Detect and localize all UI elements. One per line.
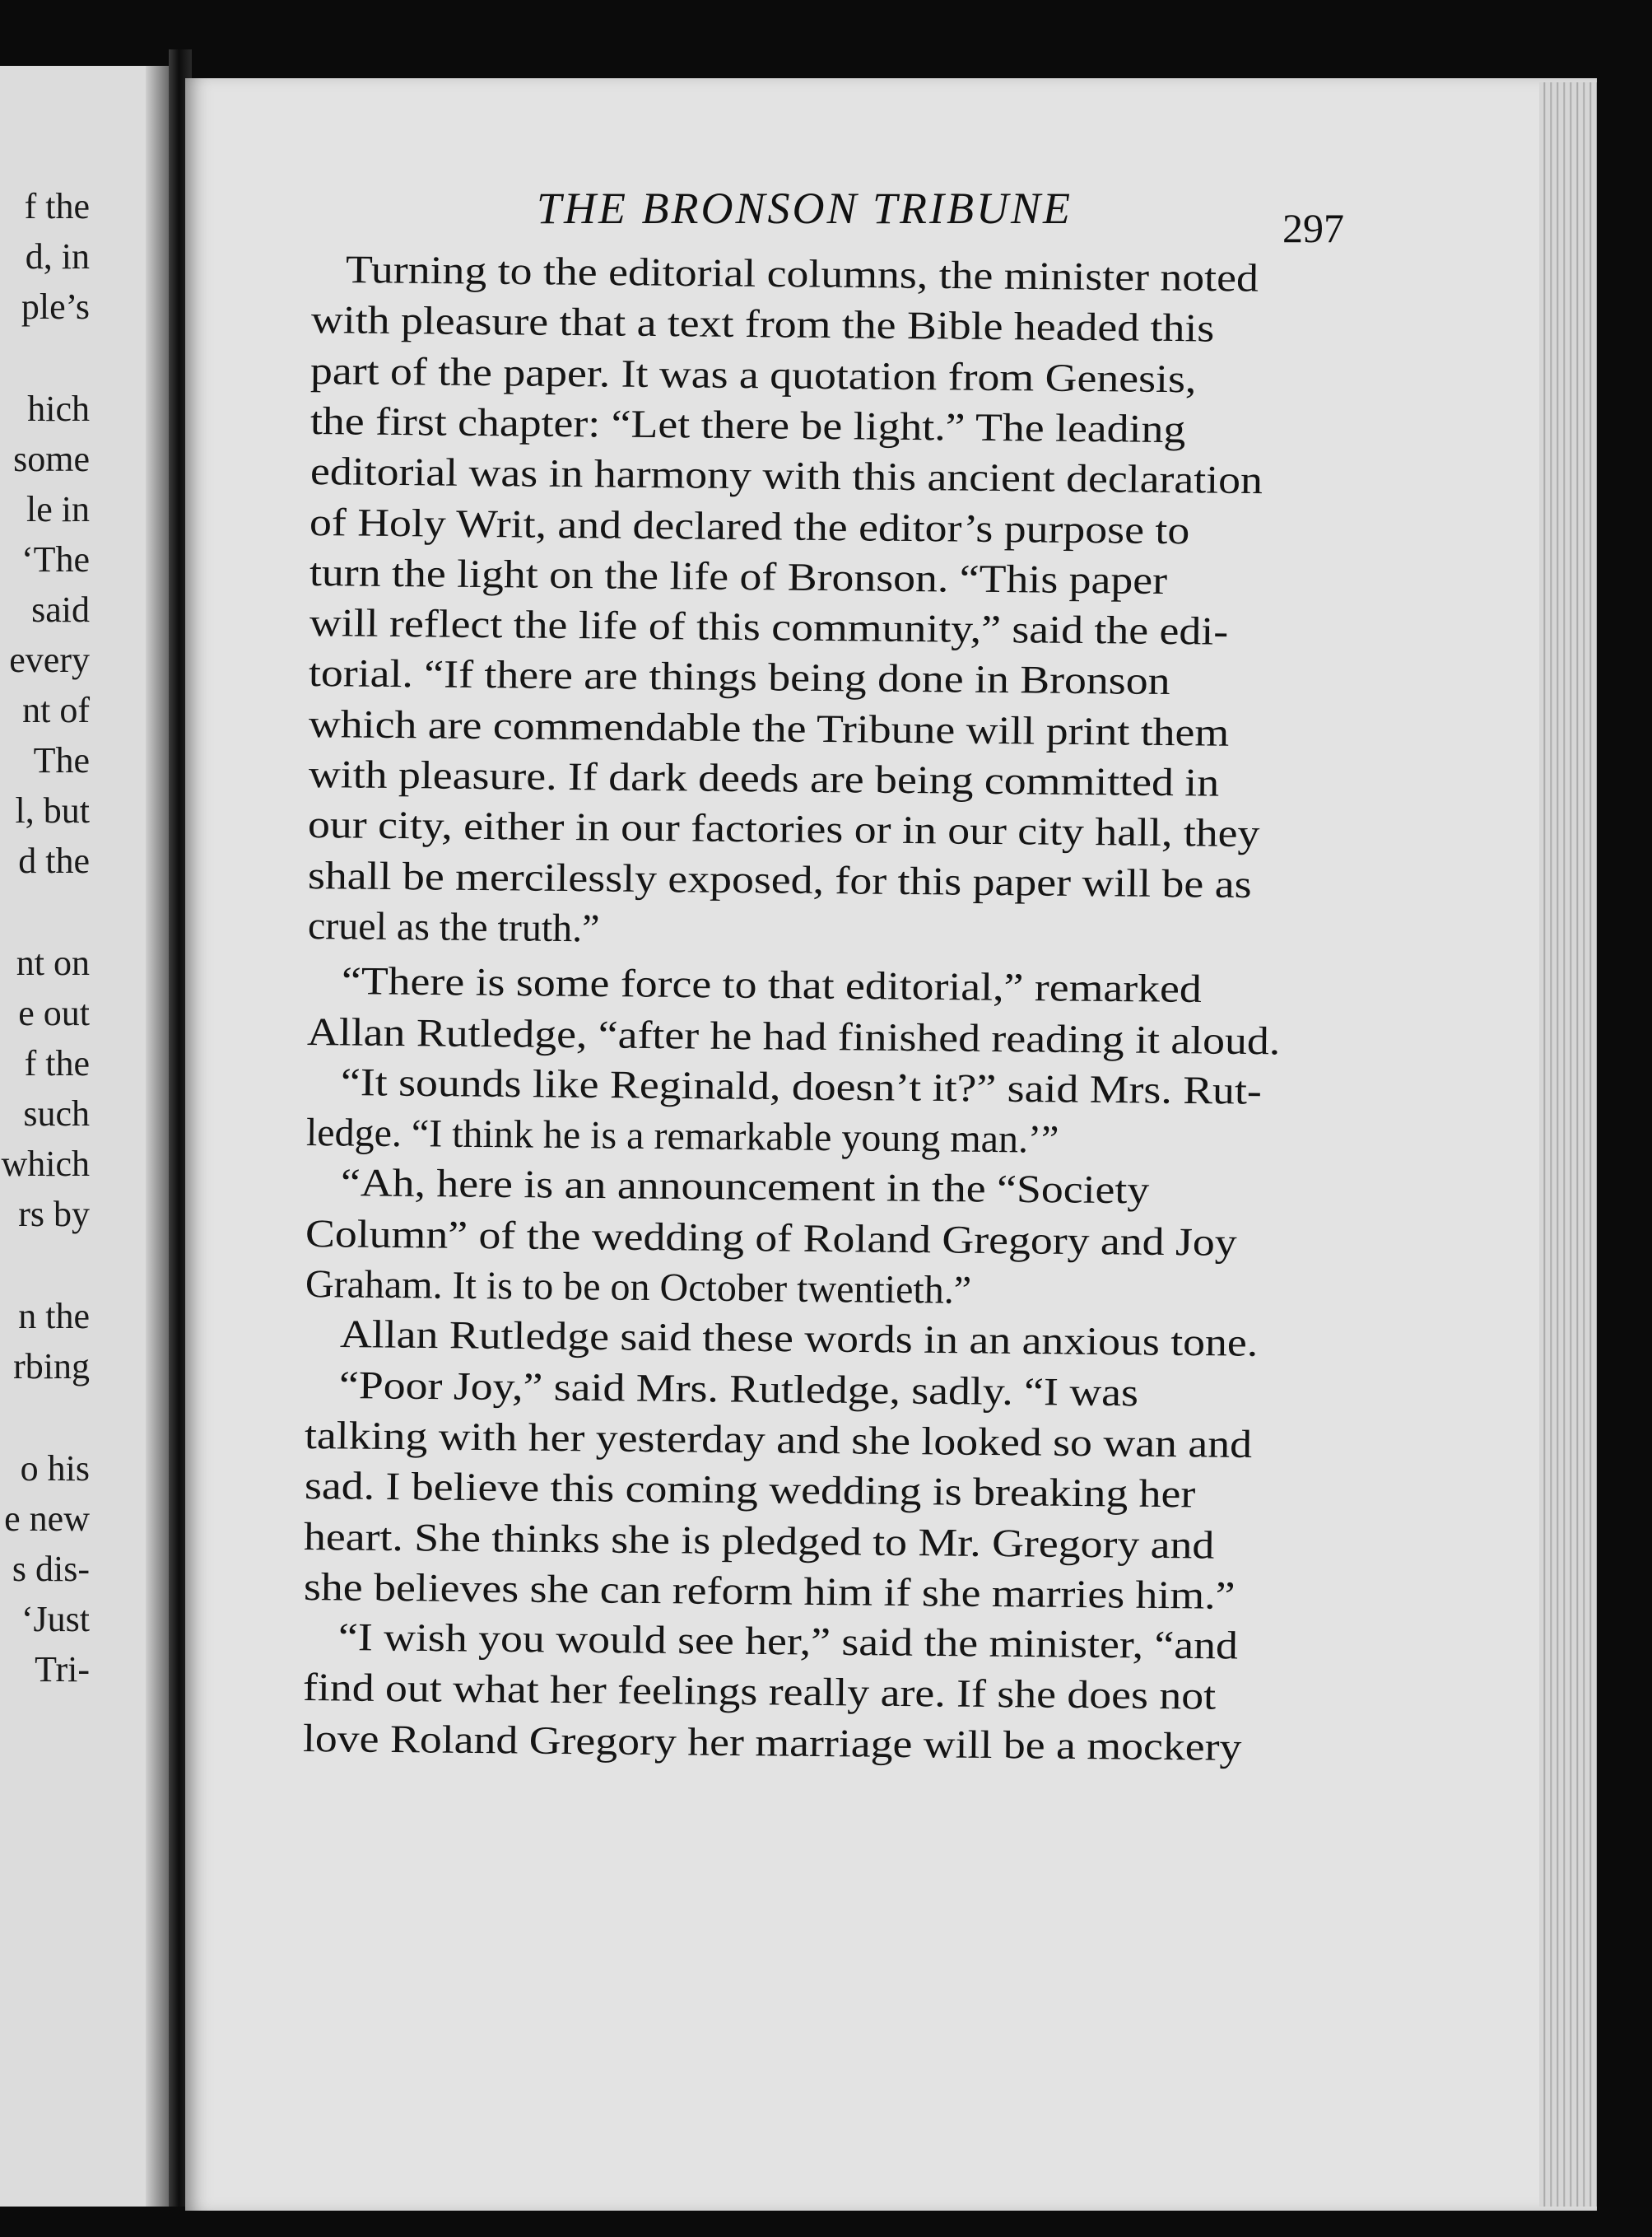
body-line: Turning to the editorial columns, the minister noted bbox=[345, 248, 1259, 301]
left-page-fragment: ‘Just bbox=[21, 1599, 90, 1639]
body-line: sad. I believe this coming wedding is breaking her bbox=[304, 1464, 1196, 1517]
left-page-fragment: ple’s bbox=[21, 287, 90, 327]
body-line: of Holy Writ, and declared the editor’s purpose to bbox=[309, 500, 1190, 552]
running-head: THE BRONSON TRIBUNE bbox=[537, 184, 1073, 233]
body-line: cruel as the truth.” bbox=[307, 903, 600, 951]
body-line: editorial was in harmony with this ancient declaration bbox=[309, 450, 1263, 503]
left-page-fragment: which bbox=[1, 1144, 90, 1184]
body-line: turn the light on the life of Bronson. “This paper bbox=[309, 550, 1168, 603]
left-page-fragment: s dis- bbox=[12, 1549, 90, 1589]
left-page-fragment: rs by bbox=[18, 1194, 90, 1234]
body-line: “It sounds like Reginald, doesn’t it?” said Mrs. Rut- bbox=[341, 1060, 1263, 1113]
body-line: heart. She thinks she is pledged to Mr. Gregory and bbox=[304, 1514, 1215, 1568]
body-line: will reflect the life of this community,” said the edi- bbox=[309, 601, 1228, 654]
left-page-fragment: nt on bbox=[16, 943, 90, 983]
left-page-fragment: such bbox=[23, 1093, 90, 1134]
body-line: with pleasure. If dark deeds are being committed in bbox=[308, 753, 1219, 805]
left-page-fragment: d the bbox=[18, 841, 90, 881]
body-line: ledge. “I think he is a remarkable young man.’” bbox=[305, 1111, 1059, 1162]
left-page-fragment: ‘The bbox=[21, 539, 90, 580]
body-line: find out what her feelings really are. If she does not bbox=[303, 1666, 1217, 1719]
body-line: the first chapter: “Let there be light.” The leading bbox=[309, 398, 1186, 452]
body-line: which are commendable the Tribune will print them bbox=[308, 701, 1230, 755]
left-page-fragment: e new bbox=[4, 1498, 90, 1539]
body-line: “Ah, here is an announcement in the “Society bbox=[340, 1161, 1150, 1213]
page-number: 297 bbox=[1282, 205, 1344, 251]
body-line: she believes she can reform him if she marries him.” bbox=[303, 1564, 1236, 1618]
gutter-shadow bbox=[146, 66, 169, 2207]
body-line: part of the paper. It was a quotation from Genesis, bbox=[310, 348, 1197, 401]
body-line: Allan Rutledge said these words in an anxious tone. bbox=[339, 1312, 1259, 1366]
left-page bbox=[0, 66, 169, 2207]
left-page-fragment: every bbox=[9, 640, 90, 680]
left-page-fragment: d, in bbox=[25, 236, 90, 277]
body-line: Allan Rutledge, “after he had finished reading it aloud. bbox=[306, 1009, 1281, 1063]
left-page-fragment: le in bbox=[26, 489, 90, 529]
left-page-fragment: Tri- bbox=[35, 1649, 90, 1689]
left-page-fragment: f the bbox=[24, 186, 90, 226]
left-page-fragment: hich bbox=[27, 389, 90, 429]
left-page-fragment: e out bbox=[18, 993, 90, 1033]
body-line: shall be mercilessly exposed, for this paper will be as bbox=[307, 853, 1252, 906]
body-line: “There is some force to that editorial,” remarked bbox=[341, 959, 1203, 1012]
body-line: Column” of the wedding of Roland Gregory and Joy bbox=[305, 1211, 1238, 1265]
body-line: “Poor Joy,” said Mrs. Rutledge, sadly. “I was bbox=[339, 1363, 1139, 1414]
body-line: our city, either in our factories or in our city hall, they bbox=[307, 803, 1260, 856]
left-page-fragment: said bbox=[31, 590, 90, 630]
left-page-fragment: l, but bbox=[15, 790, 90, 831]
body-line: torial. “If there are things being done in Bronson bbox=[308, 651, 1170, 704]
left-page-fragment: n the bbox=[18, 1296, 90, 1336]
left-page-fragment: rbing bbox=[13, 1346, 90, 1386]
body-line: talking with her yesterday and she looked so wan and bbox=[304, 1413, 1253, 1466]
left-page-fragment: o his bbox=[20, 1448, 90, 1489]
left-page-fragment: some bbox=[13, 439, 90, 479]
left-page-fragment: The bbox=[33, 740, 90, 781]
page-edges bbox=[1539, 82, 1597, 2207]
left-page-fragment: f the bbox=[24, 1043, 90, 1084]
body-line: “I wish you would see her,” said the minister, “and bbox=[337, 1615, 1238, 1668]
left-page-fragment: nt of bbox=[22, 690, 90, 730]
body-line: love Roland Gregory her marriage will be a mockery bbox=[302, 1716, 1242, 1769]
body-line: Graham. It is to be on October twentieth.” bbox=[305, 1262, 972, 1312]
body-line: with pleasure that a text from the Bible headed this bbox=[310, 298, 1215, 351]
